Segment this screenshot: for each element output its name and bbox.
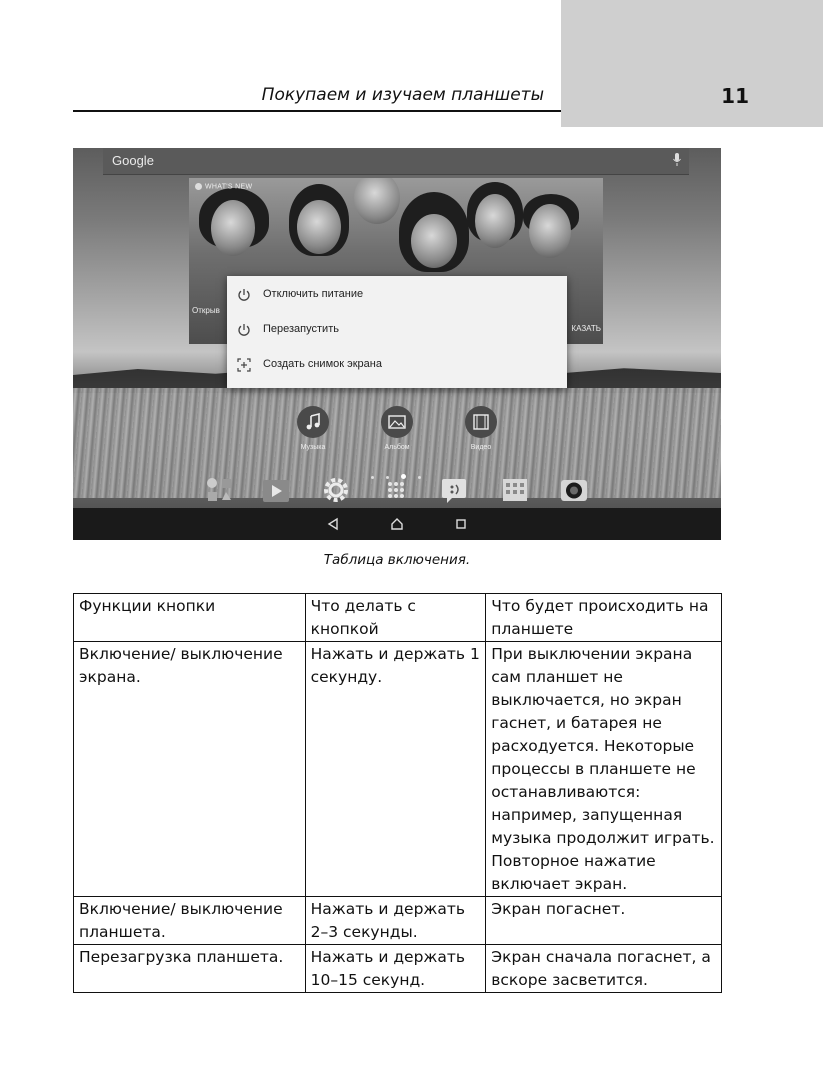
table-header-cell: Функции кнопки bbox=[74, 594, 306, 642]
app-drawer-icon[interactable] bbox=[381, 476, 411, 504]
menu-item-screenshot[interactable] bbox=[227, 348, 567, 382]
table-cell: Нажать и держать 1 секунду. bbox=[305, 642, 486, 897]
picture-icon bbox=[388, 413, 406, 431]
table-cell: Нажать и держать 10–15 секунд. bbox=[305, 945, 486, 993]
whats-new-label: WHAT'S NEW bbox=[205, 183, 253, 191]
power-menu-dialog bbox=[227, 276, 567, 388]
whats-new-tag bbox=[195, 183, 252, 190]
film-icon bbox=[472, 413, 490, 431]
album-app-label: Альбом bbox=[384, 444, 410, 451]
album-app-button[interactable] bbox=[381, 406, 413, 438]
power-button-table bbox=[73, 593, 722, 993]
table-cell: Экран погаснет. bbox=[486, 897, 722, 945]
table-row bbox=[74, 642, 722, 897]
table-row bbox=[74, 945, 722, 993]
camera-icon[interactable] bbox=[559, 476, 589, 504]
table-cell: Включение/ выключение планшета. bbox=[74, 897, 306, 945]
settings-gear-icon[interactable] bbox=[321, 476, 351, 504]
table-header-cell: Что делать с кнопкой bbox=[305, 594, 486, 642]
messaging-icon[interactable] bbox=[439, 476, 469, 504]
power-icon bbox=[237, 323, 251, 337]
system-navigation-bar bbox=[73, 508, 721, 540]
person-face bbox=[354, 178, 400, 224]
person-face bbox=[529, 204, 571, 258]
header-rule bbox=[73, 110, 561, 112]
widget-left-text: Открыв bbox=[192, 306, 220, 315]
table-cell: Включение/ выключение экрана. bbox=[74, 642, 306, 897]
table-cell: Экран сначала погаснет, а вскоре засветится. bbox=[486, 945, 722, 993]
calendar-icon[interactable] bbox=[500, 476, 530, 504]
figure-caption: Таблица включения. bbox=[323, 552, 471, 568]
tablet-screenshot bbox=[73, 148, 721, 540]
menu-item-restart[interactable] bbox=[227, 313, 567, 347]
table-cell: Нажать и держать 2–3 секунды. bbox=[305, 897, 486, 945]
screenshot-icon bbox=[237, 358, 251, 372]
table-cell: При выключении экрана сам планшет не выключается, но экран гаснет, и батарея не расходуется. Некоторые процессы в планшете не останавливаются: например, запущенная музыка продолжит играть. Повторное нажатие включает экран. bbox=[486, 642, 722, 897]
microphone-icon[interactable] bbox=[673, 153, 681, 166]
power-icon bbox=[237, 288, 251, 302]
page-dot bbox=[418, 476, 421, 479]
menu-item-label: Отключить питание bbox=[263, 288, 364, 300]
music-app-label: Музыка bbox=[300, 444, 326, 451]
person-face bbox=[411, 214, 457, 268]
page-dot bbox=[371, 476, 374, 479]
table-row bbox=[74, 897, 722, 945]
music-note-icon bbox=[304, 413, 322, 431]
video-app-label: Видео bbox=[470, 444, 492, 451]
table-header-row bbox=[74, 594, 722, 642]
table-header-cell: Что будет происходить на планшете bbox=[486, 594, 722, 642]
running-title: Покупаем и изучаем планшеты bbox=[261, 85, 544, 105]
page-number: 11 bbox=[721, 84, 749, 108]
table-cell: Перезагрузка планшета. bbox=[74, 945, 306, 993]
whats-new-icon bbox=[195, 183, 202, 190]
play-store-icon[interactable] bbox=[261, 476, 291, 504]
menu-item-power-off[interactable] bbox=[227, 278, 567, 312]
home-page-indicator bbox=[365, 464, 435, 470]
home-icon[interactable] bbox=[389, 516, 405, 532]
google-folder-icon[interactable] bbox=[205, 476, 235, 504]
video-app-button[interactable] bbox=[465, 406, 497, 438]
person-face bbox=[297, 200, 341, 254]
person-face bbox=[475, 194, 515, 248]
menu-item-label: Создать снимок экрана bbox=[263, 358, 382, 370]
widget-right-text[interactable]: КАЗАТЬ bbox=[571, 324, 601, 333]
music-app-button[interactable] bbox=[297, 406, 329, 438]
google-logo: Google bbox=[112, 153, 154, 168]
google-search-bar[interactable] bbox=[103, 148, 689, 175]
person-face bbox=[211, 200, 255, 256]
recents-icon[interactable] bbox=[453, 516, 469, 532]
back-icon[interactable] bbox=[325, 516, 341, 532]
menu-item-label: Перезапустить bbox=[263, 323, 339, 335]
